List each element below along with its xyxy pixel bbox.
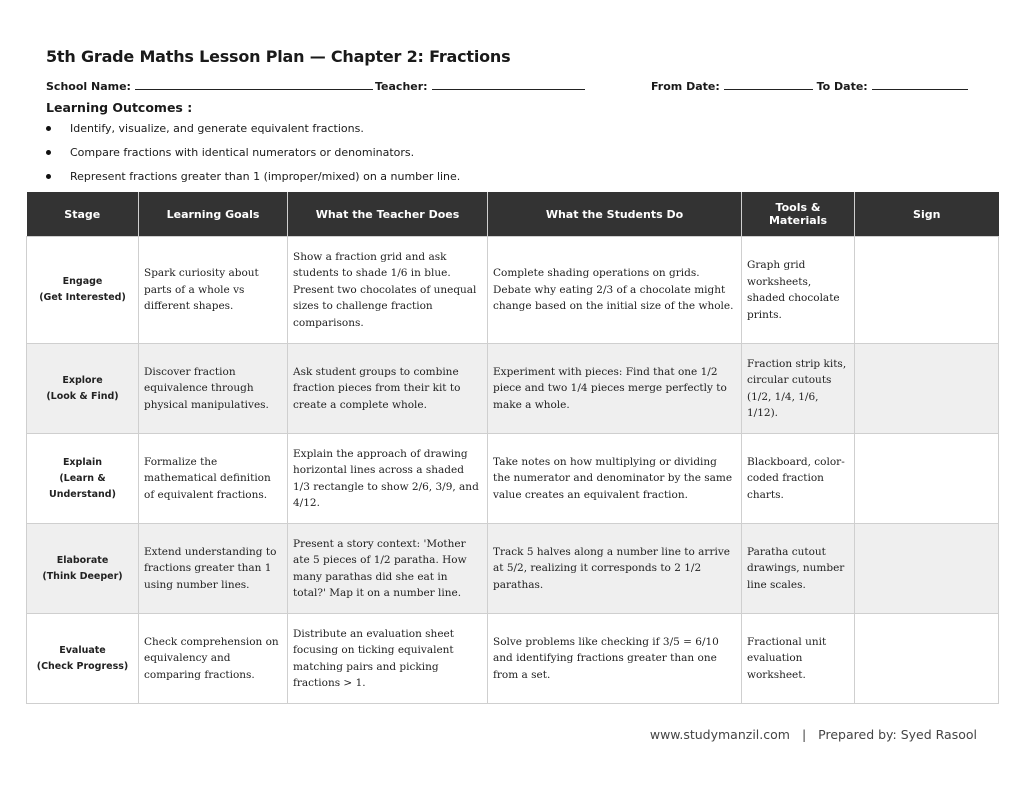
teacher-blank[interactable] <box>432 79 585 90</box>
sign-cell[interactable] <box>855 524 999 614</box>
table-header-row <box>27 192 999 237</box>
tools-cell: Graph grid worksheets, shaded chocolate prints. <box>742 237 855 344</box>
learning-outcomes-list <box>46 120 460 192</box>
students-cell: Solve problems like checking if 3/5 = 6/10 and identifying fractions greater than one from a set. <box>488 614 742 704</box>
footer-separator: | <box>801 727 807 742</box>
sign-cell[interactable] <box>855 434 999 524</box>
goals-cell: Extend understanding to fractions greater than 1 using number lines. <box>139 524 288 614</box>
bullet-icon <box>46 126 51 131</box>
sign-cell[interactable] <box>855 344 999 434</box>
teacher-field[interactable] <box>375 79 585 93</box>
to-date-label: To Date: <box>816 80 868 93</box>
stage-cell: Evaluate (Check Progress) <box>27 614 139 704</box>
table-row <box>27 614 999 704</box>
prepared-by: Prepared by: Syed Rasool <box>818 727 977 742</box>
date-fields[interactable] <box>651 79 968 93</box>
students-cell: Track 5 halves along a number line to arrive at 5/2, realizing it corresponds to 2 1/2 parathas. <box>488 524 742 614</box>
tools-cell: Fractional unit evaluation worksheet. <box>742 614 855 704</box>
teacher-cell: Show a fraction grid and ask students to shade 1/6 in blue. Present two chocolates of unequal sizes to challenge fraction comparisons. <box>288 237 488 344</box>
goals-cell: Check comprehension on equivalency and comparing fractions. <box>139 614 288 704</box>
school-name-field[interactable] <box>46 79 373 93</box>
column-header-learning-goals: Learning Goals <box>139 192 288 237</box>
students-cell: Complete shading operations on grids. Debate why eating 2/3 of a chocolate might change based on the initial size of the whole. <box>488 237 742 344</box>
school-name-label: School Name: <box>46 80 131 93</box>
list-item: Compare fractions with identical numerators or denominators. <box>46 144 460 168</box>
tools-cell: Blackboard, color-coded fraction charts. <box>742 434 855 524</box>
column-header-students: What the Students Do <box>488 192 742 237</box>
stage-cell: Elaborate (Think Deeper) <box>27 524 139 614</box>
list-item: Identify, visualize, and generate equivalent fractions. <box>46 120 460 144</box>
tools-cell: Paratha cutout drawings, number line scales. <box>742 524 855 614</box>
table-row <box>27 434 999 524</box>
stage-cell: Explore (Look & Find) <box>27 344 139 434</box>
table-row <box>27 237 999 344</box>
teacher-cell: Present a story context: 'Mother ate 5 pieces of 1/2 paratha. How many parathas did she eat in total?' Map it on a number line. <box>288 524 488 614</box>
students-cell: Experiment with pieces: Find that one 1/2 piece and two 1/4 pieces merge perfectly to make a whole. <box>488 344 742 434</box>
column-header-sign: Sign <box>855 192 999 237</box>
bullet-icon <box>46 150 51 155</box>
stage-cell: Explain (Learn & Understand) <box>27 434 139 524</box>
teacher-label: Teacher: <box>375 80 428 93</box>
column-header-teacher: What the Teacher Does <box>288 192 488 237</box>
teacher-cell: Explain the approach of drawing horizontal lines across a shaded 1/3 rectangle to show 2/6, 3/9, and 4/12. <box>288 434 488 524</box>
lesson-plan-table <box>26 192 999 704</box>
sign-cell[interactable] <box>855 614 999 704</box>
to-date-blank[interactable] <box>872 79 968 90</box>
from-date-blank[interactable] <box>724 79 813 90</box>
students-cell: Take notes on how multiplying or dividing the numerator and denominator by the same value creates an equivalent fraction. <box>488 434 742 524</box>
page-title: 5th Grade Maths Lesson Plan — Chapter 2: Fractions <box>46 47 511 66</box>
column-header-stage: Stage <box>27 192 139 237</box>
goals-cell: Spark curiosity about parts of a whole vs different shapes. <box>139 237 288 344</box>
goals-cell: Formalize the mathematical definition of equivalent fractions. <box>139 434 288 524</box>
goals-cell: Discover fraction equivalence through physical manipulatives. <box>139 344 288 434</box>
from-date-label: From Date: <box>651 80 720 93</box>
column-header-tools: Tools & Materials <box>742 192 855 237</box>
stage-cell: Engage (Get Interested) <box>27 237 139 344</box>
school-name-blank[interactable] <box>135 79 373 90</box>
teacher-cell: Distribute an evaluation sheet focusing on ticking equivalent matching pairs and picking fractions > 1. <box>288 614 488 704</box>
teacher-cell: Ask student groups to combine fraction pieces from their kit to create a complete whole. <box>288 344 488 434</box>
learning-outcomes-heading: Learning Outcomes : <box>46 100 193 115</box>
table-row <box>27 344 999 434</box>
table-row <box>27 524 999 614</box>
list-item: Represent fractions greater than 1 (improper/mixed) on a number line. <box>46 168 460 192</box>
footer <box>650 727 977 742</box>
sign-cell[interactable] <box>855 237 999 344</box>
website-link[interactable]: www.studymanzil.com <box>649 727 790 742</box>
tools-cell: Fraction strip kits, circular cutouts (1/2, 1/4, 1/6, 1/12). <box>742 344 855 434</box>
bullet-icon <box>46 174 51 179</box>
